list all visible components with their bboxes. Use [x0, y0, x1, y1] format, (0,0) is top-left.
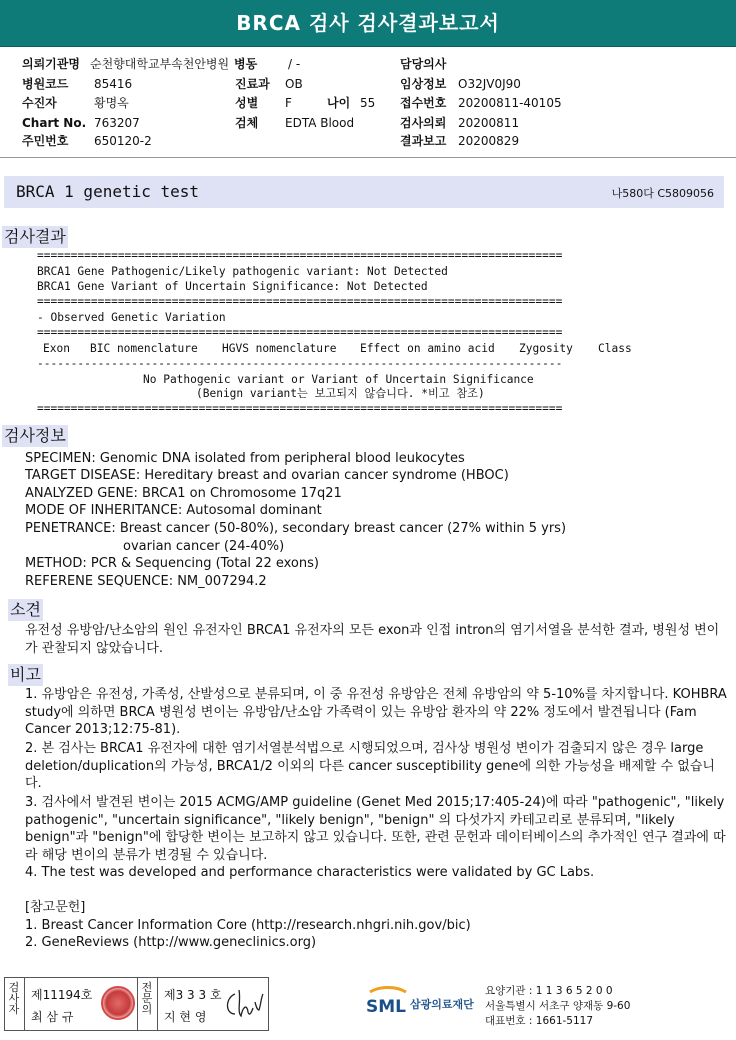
- header-row-4: [22, 114, 722, 132]
- specialist-license-no: 제3 3 3 호: [164, 988, 222, 1002]
- receipt-label: 접수번호: [400, 96, 447, 110]
- header-divider: [0, 157, 736, 158]
- hospital-code-label: 병원코드: [22, 77, 69, 91]
- header-row-2: [22, 75, 722, 93]
- receipt-value: 20200811-40105: [458, 96, 562, 110]
- signature-divider-1: [24, 978, 25, 1030]
- chart-label: Chart No.: [22, 116, 87, 130]
- hospital-code-value: 85416: [94, 77, 133, 91]
- reference-1: 1. Breast Cancer Information Core (http://research.nhgri.nih.gov/bic): [25, 918, 471, 933]
- specialist-name: 지 현 영: [164, 1010, 207, 1024]
- test-name: BRCA 1 genetic test: [16, 182, 200, 201]
- references-heading: [참고문헌]: [25, 900, 86, 915]
- info-penetrance: PENETRANCE: Breast cancer (50-80%), secondary breast cancer (27% within 5 yrs): [25, 521, 567, 536]
- ward-value: / -: [288, 57, 301, 71]
- department-label: 진료과: [235, 77, 270, 91]
- remark-item-1: 1. 유방암은 유전성, 가족성, 산발성으로 분류되며, 이 중 유전성 유방암은 전체 유방암의 약 5-10%를 차지합니다. KOHBRA study에 의하면 BRCA 병원성 변이는 유방암/난소암 가족력이 있는 유방암 환자의 약 22% 정도에서 발견됩니다 (Fam Cancer 2013;12:75-81).: [25, 687, 727, 737]
- observed-variation-label: - Observed Genetic Variation: [37, 311, 226, 324]
- remark-item-2: 2. 본 검사는 BRCA1 유전자에 대한 염기서열분석법으로 시행되었으며, 검사상 병원성 변이가 검출되지 않은 경우 large deletion/duplication의 가능성, BRCA1/2 이외의 다른 cancer susceptibility gene에 의한 가능성을 배제할 수 없습니다.: [25, 741, 715, 791]
- report-date-label: 결과보고: [400, 134, 447, 148]
- info-inheritance: MODE OF INHERITANCE: Autosomal dominant: [25, 503, 322, 518]
- vus-result: BRCA1 Gene Variant of Uncertain Significance: Not Detected: [37, 280, 428, 293]
- results-rule-mid: ==============================================================================: [37, 295, 563, 308]
- ward-label: 병동: [234, 57, 258, 71]
- info-penetrance-ovarian: ovarian cancer (24-40%): [123, 539, 285, 554]
- info-reference-sequence: REFERENE SEQUENCE: NM_007294.2: [25, 574, 267, 589]
- id-label: 주민번호: [22, 134, 69, 148]
- lab-address: 서울특별시 서초구 양재동 9-60: [485, 1000, 631, 1012]
- info-method: METHOD: PCR & Sequencing (Total 22 exons): [25, 556, 319, 571]
- info-target-disease: TARGET DISEASE: Hereditary breast and ovarian cancer syndrome (HBOC): [25, 468, 509, 483]
- patient-label: 수진자: [22, 96, 57, 110]
- benign-note-line: (Benign variant는 보고되지 않습니다. *비고 참조): [196, 387, 485, 400]
- signature-divider-3: [157, 978, 158, 1030]
- remark-item-4: 4. The test was developed and performance characteristics were validated by GC Labs.: [25, 865, 595, 880]
- institution-label: 의뢰기관명: [22, 57, 80, 71]
- sex-label: 성별: [235, 96, 259, 110]
- test-code: 나580다 C5809056: [611, 187, 714, 200]
- no-variant-line: No Pathogenic variant or Variant of Uncertain Significance: [143, 373, 534, 386]
- age-label: 나이: [327, 96, 351, 110]
- results-heading: 검사결과: [4, 227, 66, 246]
- patient-value: 황명옥: [94, 96, 129, 110]
- info-analyzed-gene: ANALYZED GENE: BRCA1 on Chromosome 17q21: [25, 486, 342, 501]
- col-effect: Effect on amino acid: [360, 342, 495, 355]
- findings-text: 유전성 유방암/난소암의 원인 유전자인 BRCA1 유전자의 모든 exon과 인접 intron의 염기서열을 분석한 결과, 병원성 변이가 관찰되지 않았습니다.: [25, 623, 720, 656]
- signature-box: [4, 977, 269, 1031]
- col-bic: BIC nomenclature: [90, 342, 198, 355]
- col-exon: Exon: [43, 342, 70, 355]
- tester-license-no: 제11194호: [31, 988, 93, 1002]
- col-class: Class: [598, 342, 632, 355]
- tester-name: 최 삼 규: [31, 1010, 74, 1024]
- findings-heading: 소견: [10, 600, 41, 619]
- institution-value: 순천향대학교부속천안병원: [90, 57, 230, 71]
- lab-phone: 대표번호 : 1661-5117: [485, 1015, 594, 1027]
- chart-value: 763207: [94, 116, 140, 130]
- lab-agency-number: 요양기관 : 1 1 3 6 5 2 0 0: [485, 985, 613, 997]
- age-value: 55: [360, 96, 376, 110]
- col-hgvs: HGVS nomenclature: [222, 342, 337, 355]
- remark-item-3: 3. 검사에서 발견된 변이는 2015 ACMG/AMP guideline (Genet Med 2015;17:405-24)에 따라 "pathogenic", "likely pathogenic", "uncertain significance", "likely benign", "benign" 의 다섯가지 카테고리로 분류되며, "likely benign"과 "benign"에 합당한 변이는 보고하지 않고 있습니다. 또한, 관련 문헌과 데이터베이스의 추가적인 연구 결과에 따라 해당 변이의 분류가 변경될 수 있습니다.: [25, 795, 726, 863]
- report-date-value: 20200829: [458, 134, 520, 148]
- department-value: OB: [285, 77, 303, 91]
- test-name-bar: [4, 176, 724, 208]
- col-zygosity: Zygosity: [519, 342, 573, 355]
- tester-seal-icon: [101, 986, 135, 1020]
- report-title: BRCA 검사 검사결과보고서: [0, 0, 736, 47]
- clinical-info-value: O32JV0J90: [458, 77, 521, 91]
- reference-2: 2. GeneReviews (http://www.geneclinics.org): [25, 935, 317, 950]
- header-row-5: [22, 132, 722, 150]
- info-heading: 검사정보: [4, 426, 66, 445]
- info-specimen: SPECIMEN: Genomic DNA isolated from peripheral blood leukocytes: [25, 451, 465, 466]
- id-value: 650120-2: [94, 134, 152, 148]
- clinical-info-label: 임상정보: [400, 77, 447, 91]
- sex-value: F: [285, 96, 292, 110]
- request-label: 검사의뢰: [400, 116, 447, 130]
- header-row-1: [22, 55, 722, 73]
- pathogenic-result: BRCA1 Gene Pathogenic/Likely pathogenic variant: Not Detected: [37, 265, 448, 278]
- header-row-3: [22, 94, 722, 112]
- request-value: 20200811: [458, 116, 520, 130]
- tester-vertical-label: 검사자: [8, 981, 20, 1016]
- lab-info: [485, 984, 630, 1029]
- physician-label: 담당의사: [400, 57, 447, 71]
- signature-icon: [221, 984, 265, 1024]
- table-rule-bottom: ==============================================================================: [37, 402, 563, 415]
- specialist-vertical-label: 전문의: [141, 981, 153, 1016]
- remarks-heading: 비고: [10, 665, 41, 684]
- svg-text:SML: SML: [366, 997, 406, 1016]
- results-rule-top: ==============================================================================: [37, 249, 563, 262]
- specimen-value: EDTA Blood: [285, 116, 355, 130]
- table-rule-mid: ------------------------------------------------------------------------------: [37, 357, 563, 370]
- table-rule-top: ==============================================================================: [37, 326, 563, 339]
- specimen-label: 검체: [235, 116, 259, 130]
- signature-divider-2: [137, 978, 138, 1030]
- sml-logo-icon: [366, 986, 410, 1016]
- lab-name: 삼광의료재단: [410, 998, 474, 1011]
